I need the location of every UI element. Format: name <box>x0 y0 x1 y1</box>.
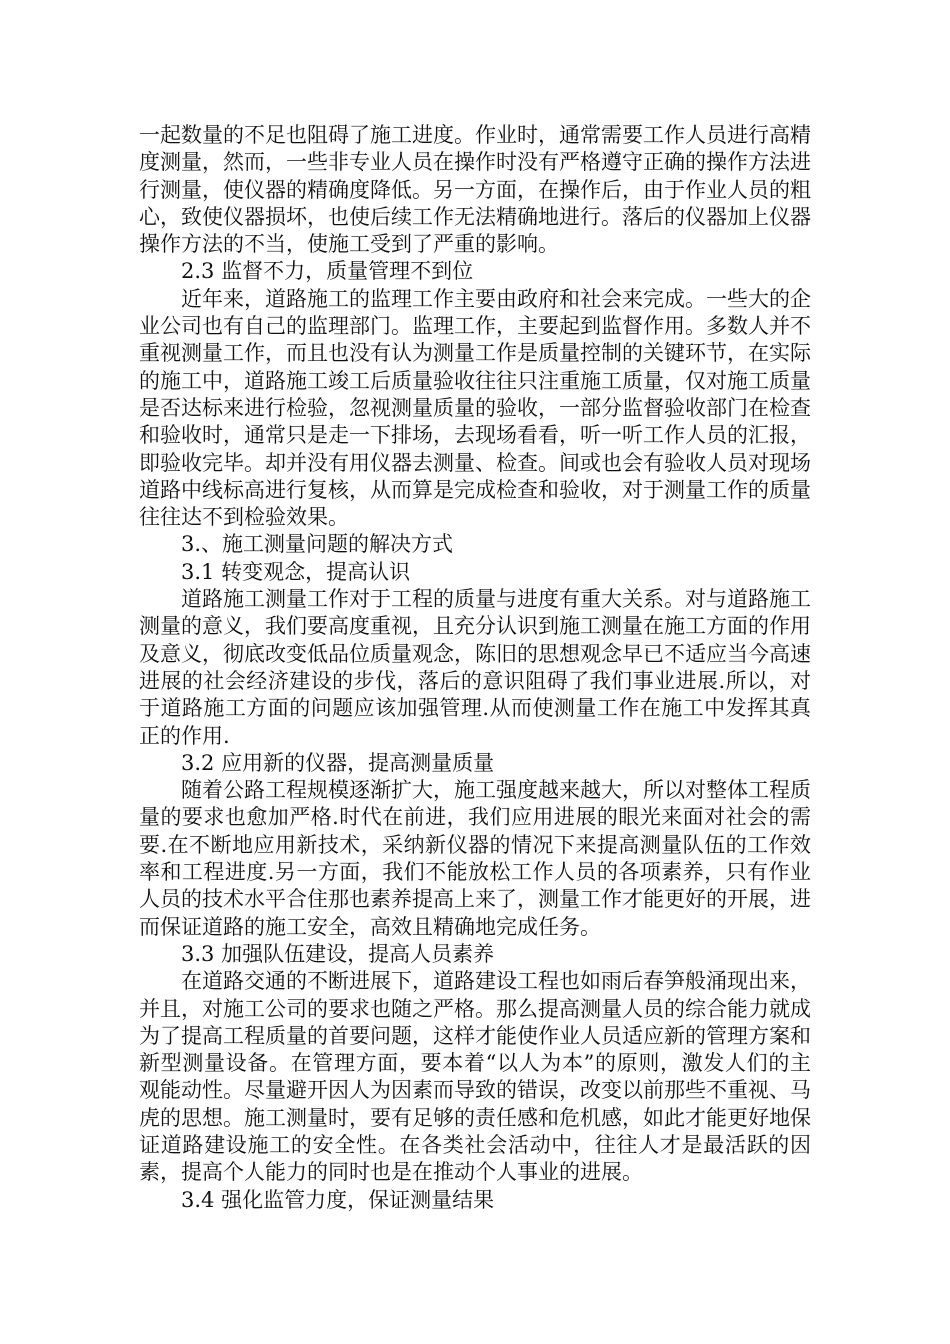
section-heading-3-2: 3.2 应用新的仪器，提高测量质量 <box>181 750 495 775</box>
document-body <box>139 122 811 1214</box>
paragraph-concept-change: 道路施工测量工作对于工程的质量与进度有重大关系。对与道路施工测量的意义，我们要高度重视，且充分认识到施工测量在施工方面的作用及意义，彻底改变低品位质量观念，陈旧的思想观念早已不适应当今高速进展的社会经济建设的步伐，落后的意识阻碍了我们事业进展.所以，对于道路施工方面的问题应该加强管理.从而使测量工作在施工中发挥其真正的作用. <box>139 587 811 748</box>
paragraph-new-instruments: 随着公路工程规模逐渐扩大，施工强度越来越大，所以对整体工程质量的要求也愈加严格.时代在前进，我们应用进展的眼光来面对社会的需要.在不断地应用新技术，采纳新仪器的情况下来提高测量队伍的工作效率和工程进度.另一方面，我们不能放松工作人员的各项素养，只有作业人员的技术水平合住那也素养提高上来了，测量工作才能更好的开展，进而保证道路的施工安全，高效且精确地完成任务。 <box>139 778 811 939</box>
paragraph-continuation: 一起数量的不足也阻碍了施工进度。作业时，通常需要工作人员进行高精度测量，然而，一些非专业人员在操作时没有严格遵守正确的操作方法进行测量，使仪器的精确度降低。另一方面，在操作后，由于作业人员的粗心，致使仪器损坏，也使后续工作无法精确地进行。落后的仪器加上仪器操作方法的不当，使施工受到了严重的影响。 <box>139 123 811 257</box>
section-heading-3: 3.、施工测量问题的解决方式 <box>181 532 454 557</box>
paragraph-team-building: 在道路交通的不断进展下，道路建设工程也如雨后春笋般涌现出来，并且，对施工公司的要求也随之严格。那么提高测量人员的综合能力就成为了提高工程质量的首要问题，这样才能使作业人员适应新的管理方案和新型测量设备。在管理方面，要本着“以人为本”的原则，激发人们的主观能动性。尽量避开因人为因素而导致的错误，改变以前那些不重视、马虎的思想。施工测量时，要有足够的责任感和危机感，如此才能更好地保证道路建设施工的安全性。在各类社会活动中，往往人才是最活跃的因素，提高个人能力的同时也是在推动个人事业的进展。 <box>139 969 811 1185</box>
section-heading-3-4: 3.4 强化监管力度，保证测量结果 <box>181 1187 495 1212</box>
paragraph-supervision: 近年来，道路施工的监理工作主要由政府和社会来完成。一些大的企业公司也有自己的监理部门。监理工作，主要起到监督作用。多数人并不重视测量工作，而且也没有认为测量工作是质量控制的关键环节，在实际的施工中，道路施工竣工后质量验收往往只注重施工质量，仅对施工质量是否达标来进行检验，忽视测量质量的验收，一部分监督验收部门在检查和验收时，通常只是走一下排场，去现场看看，听一听工作人员的汇报，即验收完毕。却并没有用仪器去测量、检查。间或也会有验收人员对现场道路中线标高进行复核，从而算是完成检查和验收，对于测量工作的质量往往达不到检验效果。 <box>139 286 811 530</box>
section-heading-3-1: 3.1 转变观念，提高认识 <box>181 559 411 584</box>
section-heading-3-3: 3.3 加强队伍建设，提高人员素养 <box>181 941 495 966</box>
section-heading-2-3: 2.3 监督不力，质量管理不到位 <box>181 259 474 284</box>
